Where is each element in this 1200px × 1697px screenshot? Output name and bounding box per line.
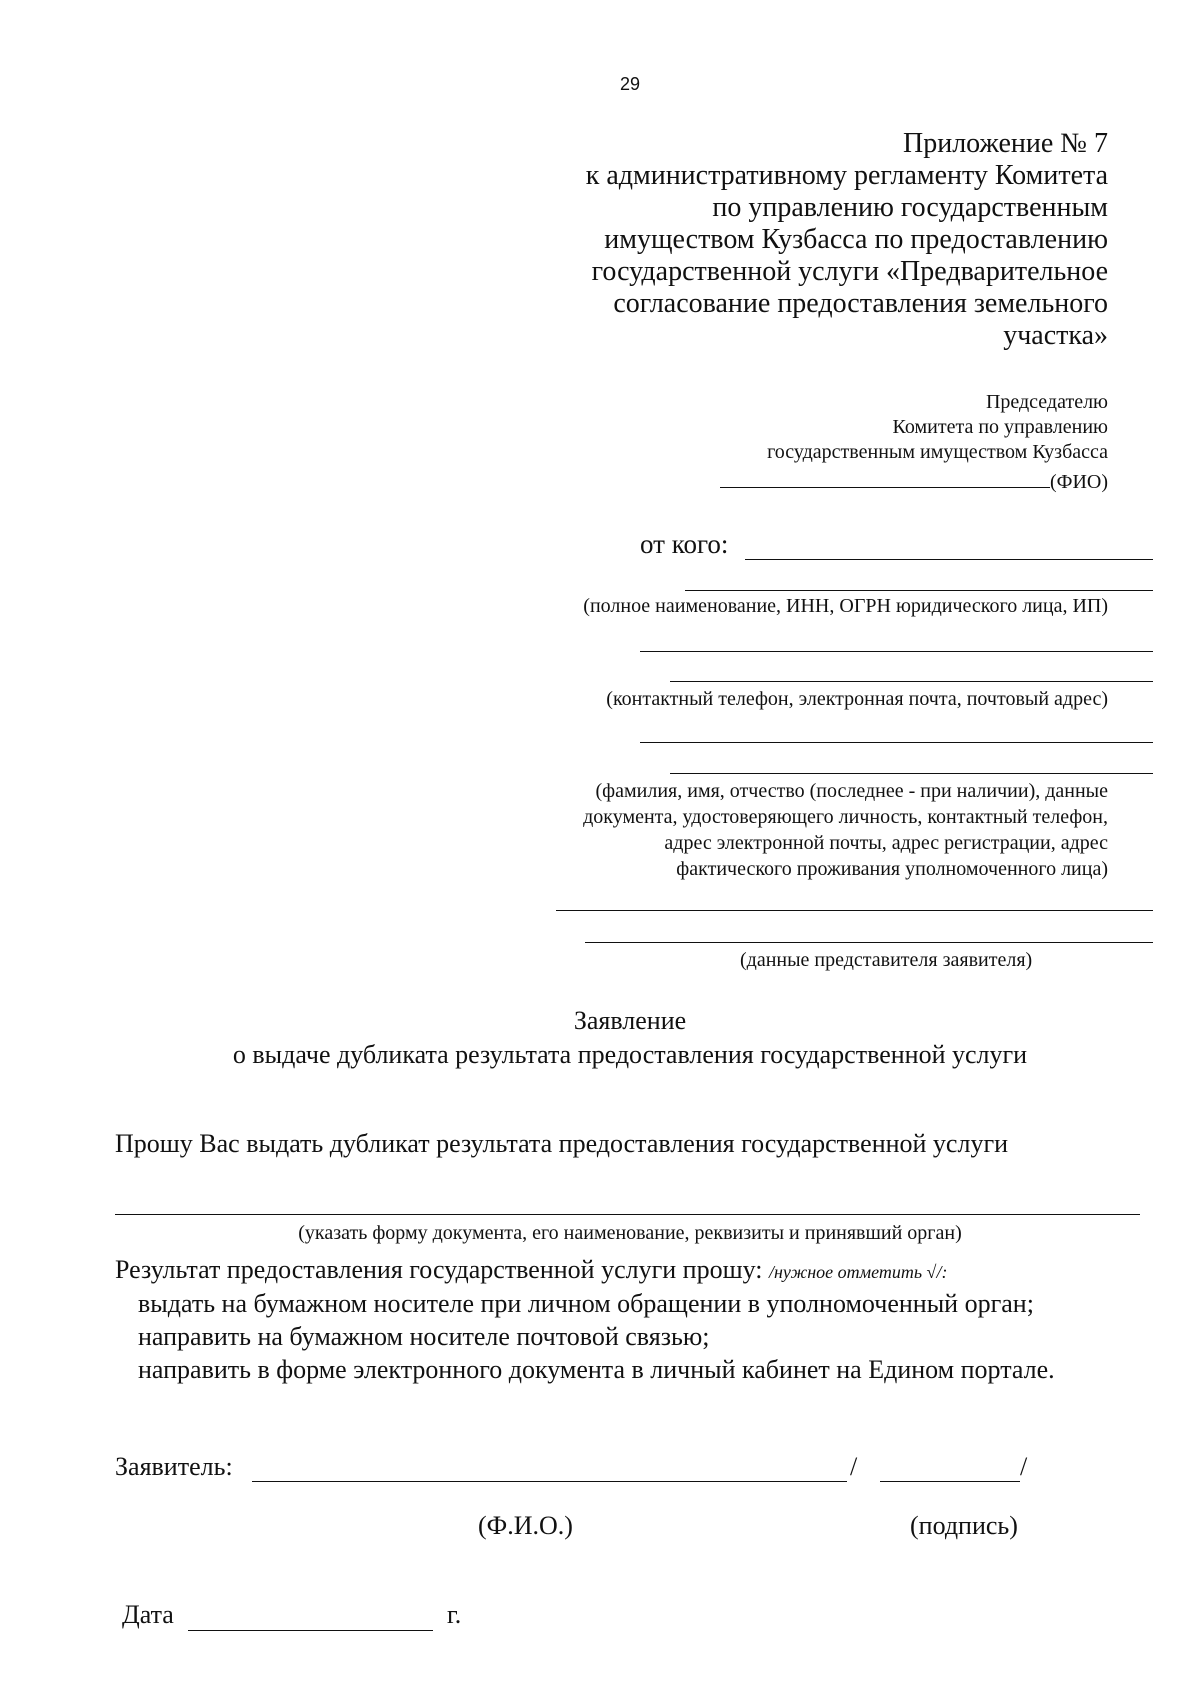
person-field-2[interactable] bbox=[670, 773, 1153, 774]
addressee-line: государственным имуществом Кузбасса bbox=[767, 441, 1108, 463]
appendix-header bbox=[586, 128, 1108, 352]
sign-caption: (подпись) bbox=[910, 1511, 1018, 1540]
page-number: 29 bbox=[619, 74, 641, 94]
person-hint bbox=[583, 778, 1108, 882]
addressee-line: Комитета по управлению bbox=[892, 416, 1108, 438]
applicant-sign-field[interactable] bbox=[880, 1481, 1020, 1482]
addressee-fio-field[interactable] bbox=[720, 465, 1050, 488]
result-note: /нужное отметить √/: bbox=[769, 1262, 948, 1282]
contact-hint: (контактный телефон, электронная почта, почтовый адрес) bbox=[606, 688, 1108, 710]
appendix-line: к административному регламенту Комитета bbox=[585, 160, 1108, 191]
option-item[interactable]: направить в форме электронного документа в личный кабинет на Едином портале. bbox=[138, 1355, 1055, 1384]
addressee-fio-label: (ФИО) bbox=[1049, 471, 1108, 493]
person-field-1[interactable] bbox=[640, 742, 1153, 743]
option-item[interactable]: выдать на бумажном носителе при личном обращении в уполномоченный орган; bbox=[138, 1289, 1034, 1318]
appendix-line: государственной услуги «Предварительное bbox=[591, 256, 1108, 287]
document-hint: (указать форму документа, его наименование, реквизиты и принявший орган) bbox=[298, 1222, 962, 1244]
person-hint-line: документа, удостоверяющего личность, контактный телефон, bbox=[583, 806, 1108, 828]
document-field[interactable] bbox=[115, 1214, 1140, 1215]
appendix-line: участка» bbox=[1003, 320, 1108, 351]
org-hint: (полное наименование, ИНН, ОГРН юридического лица, ИП) bbox=[583, 595, 1108, 617]
result-row bbox=[115, 1253, 947, 1289]
slash-2: / bbox=[1020, 1452, 1028, 1481]
request-text: Прошу Вас выдать дубликат результата предоставления государственной услуги bbox=[115, 1129, 1009, 1158]
appendix-line: по управлению государственным bbox=[712, 192, 1108, 223]
from-label: от кого: bbox=[640, 529, 729, 559]
appendix-line: Приложение № 7 bbox=[903, 128, 1108, 159]
fio-caption: (Ф.И.О.) bbox=[478, 1511, 573, 1540]
org-field[interactable] bbox=[685, 590, 1153, 591]
date-label: Дата bbox=[122, 1600, 174, 1629]
representative-hint: (данные представителя заявителя) bbox=[740, 949, 1033, 971]
contact-field-2[interactable] bbox=[670, 681, 1153, 682]
contact-field-1[interactable] bbox=[640, 651, 1153, 652]
statement-subtitle: о выдаче дубликата результата предоставления государственной услуги bbox=[232, 1040, 1028, 1069]
representative-field-1[interactable] bbox=[556, 910, 1153, 911]
date-field[interactable] bbox=[188, 1630, 433, 1631]
date-suffix: г. bbox=[447, 1600, 462, 1629]
statement-title: Заявление bbox=[573, 1006, 687, 1035]
from-field[interactable] bbox=[745, 559, 1153, 560]
option-item[interactable]: направить на бумажном носителе почтовой связью; bbox=[138, 1322, 710, 1351]
person-hint-line: (фамилия, имя, отчество (последнее - при наличии), данные bbox=[595, 780, 1108, 802]
addressee-block bbox=[720, 390, 1108, 495]
result-label: Результат предоставления государственной услуги прошу: bbox=[115, 1255, 763, 1284]
applicant-fio-field[interactable] bbox=[252, 1481, 847, 1482]
person-hint-line: адрес электронной почты, адрес регистрации, адрес bbox=[664, 832, 1108, 854]
appendix-line: согласование предоставления земельного bbox=[613, 288, 1108, 319]
addressee-fio-row bbox=[720, 465, 1108, 495]
slash-1: / bbox=[850, 1452, 858, 1481]
person-hint-line: фактического проживания уполномоченного лица) bbox=[676, 858, 1108, 880]
addressee-line: Председателю bbox=[985, 391, 1108, 413]
appendix-line: имуществом Кузбасса по предоставлению bbox=[604, 224, 1108, 255]
applicant-label: Заявитель: bbox=[115, 1452, 233, 1481]
representative-field-2[interactable] bbox=[585, 942, 1153, 943]
